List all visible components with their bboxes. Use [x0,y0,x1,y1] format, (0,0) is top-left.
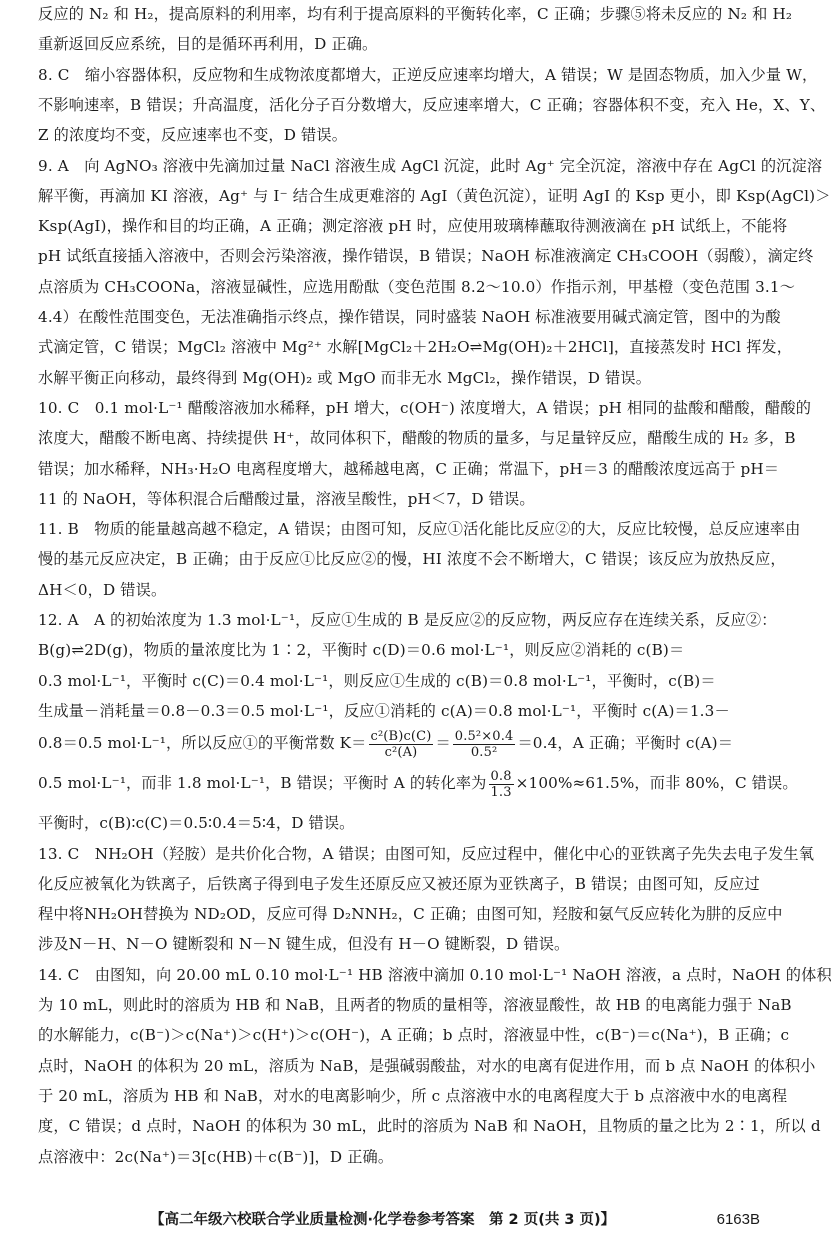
fraction-numerator: c²(B)c(C) [370,728,432,744]
text-line: 的水解能力，c(B⁻)＞c(Na⁺)＞c(H⁺)＞c(OH⁻)，A 正确；b 点时，溶液显中性，c(B⁻)＝c(Na⁺)，B 正确；c [38,1026,790,1045]
text-line: 浓度大，醋酸不断电离、持续提供 H⁺，故同体积下，醋酸的物质的量多，与足量锌反应，醋酸生成的 H₂ 多，B [38,429,796,448]
text-line: 14. C 由图知，向 20.00 mL 0.10 mol·L⁻¹ HB 溶液中滴加 0.10 mol·L⁻¹ NaOH 溶液，a 点时，NaOH 的体积 [38,965,832,984]
text-line: 点溶液中：2c(Na⁺)＝3[c(HB)＋c(B⁻)]，D 正确。 [38,1147,394,1166]
fraction-numerator: 0.8 [490,768,512,784]
text-line: 不影响速率，B 错误；升高温度，活化分子百分数增大，反应速率增大，C 正确；容器体积不变，充入 He，X、Y、 [38,95,826,114]
text-line: 10. C 0.1 mol·L⁻¹ 醋酸溶液加水稀释，pH 增大，c(OH⁻) 浓度增大，A 错误；pH 相同的盐酸和醋酸，醋酸的 [38,398,812,417]
text-line: 生成量－消耗量＝0.8－0.3＝0.5 mol·L⁻¹，反应①消耗的 c(A)＝0.8 mol·L⁻¹，平衡时 c(A)＝1.3－ [38,701,730,720]
text-line: Ksp(AgI)，操作和目的均正确，A 正确；测定溶液 pH 时，应使用玻璃棒蘸取待测液滴在 pH 试纸上，不能将 [38,217,788,236]
fraction-denominator: c²(A) [384,744,418,760]
text-run: 0.5 mol·L⁻¹，而非 1.8 mol·L⁻¹，B 错误；平衡时 A 的转化率为 [38,774,487,793]
text-line: ΔH＜0，D 错误。 [38,580,167,599]
footer-code: 6163B [716,1211,760,1228]
text-line: 9. A 向 AgNO₃ 溶液中先滴加过量 NaCl 溶液生成 AgCl 沉淀，此时 Ag⁺ 完全沉淀，溶液中存在 AgCl 的沉淀溶 [38,156,823,175]
text-line: 慢的基元反应决定，B 正确；由于反应①比反应②的慢，HI 浓度不会不断增大，C 错误；该反应为放热反应， [38,550,786,569]
text-line: B(g)⇌2D(g)，物质的量浓度比为 1∶2，平衡时 c(D)＝0.6 mol·L⁻¹，则反应②消耗的 c(B)＝ [38,641,685,660]
text-run: ＝0.4，A 正确；平衡时 c(A)＝ [517,734,734,753]
text-line: 0.3 mol·L⁻¹，平衡时 c(C)＝0.4 mol·L⁻¹，则反应①生成的 c(B)＝0.8 mol·L⁻¹，平衡时，c(B)＝ [38,671,716,690]
text-run: ×100%≈61.5%，而非 80%，C 错误。 [515,774,798,793]
text-line: 重新返回反应系统，目的是循环再利用，D 正确。 [38,35,378,54]
text-line: 12. A A 的初始浓度为 1.3 mol·L⁻¹，反应①生成的 B 是反应②的反应物，两反应存在连续关系，反应②： [38,611,777,629]
text-line: 度，C 错误；d 点时，NaOH 的体积为 30 mL，此时的溶质为 NaB 和 NaOH，且物质的量之比为 2∶1，所以 d [38,1117,821,1136]
text-line: Z 的浓度均不变，反应速率也不变，D 错误。 [38,126,348,145]
text-line: 化反应被氧化为铁离子，后铁离子得到电子发生还原反应又被还原为亚铁离子，B 错误；由图可知，反应过 [38,874,760,893]
text-line: 平衡时，c(B)∶c(C)＝0.5∶0.4＝5∶4，D 错误。 [38,814,355,833]
text-line: 为 10 mL，则此时的溶质为 HB 和 NaB，且两者的物质的量相等，溶液显酸性，故 HB 的电离能力强于 NaB [38,996,792,1014]
text-line: pH 试纸直接插入溶液中，否则会污染溶液，操作错误，B 错误；NaOH 标准液滴定 CH₃COOH（弱酸），滴定终 [38,247,814,266]
text-line: 程中将NH₂OH替换为 ND₂OD，反应可得 D₂NNH₂，C 正确；由图可知，羟胺和氨气反应转化为肼的反应中 [38,905,783,924]
footer-title: 【高二年级六校联合学业质量检测·化学卷参考答案 第 2 页(共 3 页)】 [150,1212,616,1228]
text-run: ＝ [435,734,451,753]
text-line: 8. C 缩小容器体积，反应物和生成物浓度都增大，正逆反应速率均增大，A 错误；W 是固态物质，加入少量 W， [38,65,818,84]
text-line: 水解平衡正向移动，最终得到 Mg(OH)₂ 或 MgO 而非无水 MgCl₂，操作错误，D 错误。 [38,368,652,387]
equilibrium-constant-line [38,726,760,762]
text-line: 4.4）在酸性范围变色，无法准确指示终点，操作错误，同时盛装 NaOH 标准液要用碱式滴定管，图中的为酸 [38,308,781,326]
fraction-denominator: 0.5² [470,744,498,760]
fraction [489,769,514,800]
text-line: 11. B 物质的能量越高越不稳定，A 错误；由图可知，反应①活化能比反应②的大，反应比较慢，总反应速率由 [38,520,801,539]
text-line: 点时，NaOH 的体积为 20 mL，溶质为 NaB，是强碱弱酸盐，对水的电离有促进作用，而 b 点 NaOH 的体积小 [38,1056,816,1075]
fraction [369,729,434,760]
text-line: 解平衡，再滴加 KI 溶液，Ag⁺ 与 I⁻ 结合生成更难溶的 AgI（黄色沉淀），证明 AgI 的 Ksp 更小，即 Ksp(AgCl)＞ [38,186,831,205]
text-line: 反应的 N₂ 和 H₂，提高原料的利用率，均有利于提高原料的平衡转化率，C 正确；步骤⑤将未反应的 N₂ 和 H₂ [38,5,793,23]
fraction [453,729,516,760]
text-line: 点溶质为 CH₃COONa，溶液显碱性，应选用酚酞（变色范围 8.2～10.0）作指示剂，甲基橙（变色范围 3.1～ [38,277,796,296]
text-line: 涉及N－H、N－O 键断裂和 N－N 键生成，但没有 H－O 键断裂，D 错误。 [38,935,570,954]
text-line: 式滴定管，C 错误；MgCl₂ 溶液中 Mg²⁺ 水解[MgCl₂＋2H₂O⇌Mg(OH)₂＋2HCl]，直接蒸发时 HCl 挥发， [38,338,793,357]
text-line: 错误；加水稀释，NH₃·H₂O 电离程度增大，越稀越电离，C 正确；常温下，pH＝3 的醋酸浓度远高于 pH＝ [38,459,780,478]
fraction-numerator: 0.5²×0.4 [454,728,514,744]
text-line: 于 20 mL，溶质为 HB 和 NaB，对水的电离影响少，所 c 点溶液中水的电离程度大于 b 点溶液中水的电离程 [38,1086,788,1105]
text-run: 0.8＝0.5 mol·L⁻¹，所以反应①的平衡常数 K＝ [38,734,367,753]
fraction-denominator: 1.3 [490,784,512,800]
text-line: 13. C NH₂OH（羟胺）是共价化合物，A 错误；由图可知，反应过程中，催化中心的亚铁离子先失去电子发生氧 [38,844,815,863]
conversion-rate-line [38,766,798,802]
text-line: 11 的 NaOH，等体积混合后醋酸过量，溶液呈酸性，pH＜7，D 错误。 [38,489,535,508]
